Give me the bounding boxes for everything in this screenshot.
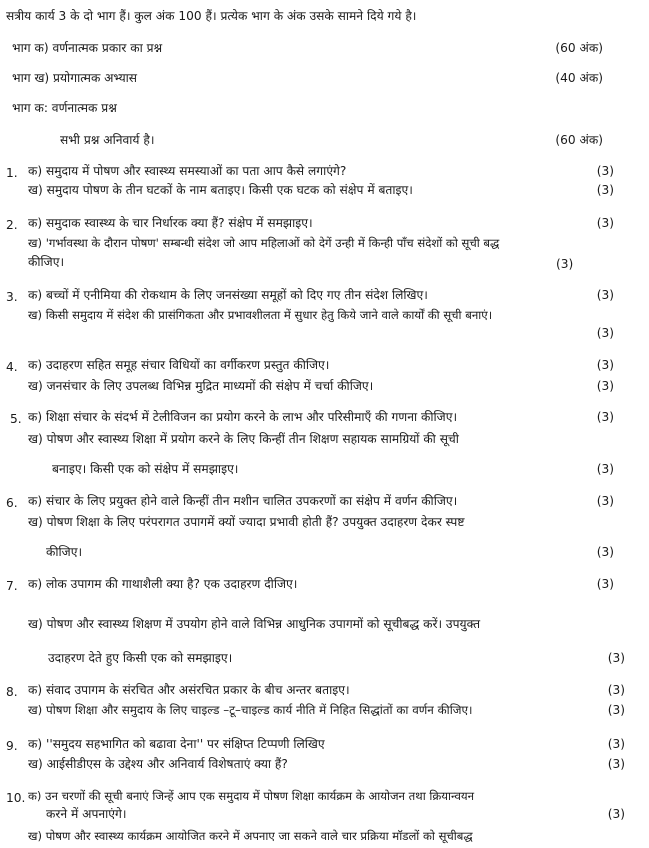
question-part-b: ख) 'गर्भावस्था के दौरान पोषण' सम्बन्धी संदेश जो आप महिलाओं को देगें उन्ही में किन्ही पाँच संदेशों को सूची बद्ध (28, 236, 500, 250)
question-part-a: क) संचार के लिए प्रयुक्त होने वाले किन्हीं तीन मशीन चालित उपकरणों का संक्षेप में वर्णन कीजिए। (28, 494, 458, 508)
question-part-b: ख) पोषण और स्वास्थ्य कार्यक्रम आयोजित करने में अपनाए जा सकने वाले चार प्रक्रिया मॉडलों को सूचीबद्ध (28, 829, 473, 843)
marks: (3) (596, 577, 614, 591)
marks: (3) (596, 183, 614, 197)
question-part-b: ख) जनसंचार के लिए उपलब्ध विभिन्न मुद्रित माध्यमों की संक्षेप में चर्चा कीजिए। (28, 379, 374, 393)
question-part-a-cont: करने में अपनाएंगे। (46, 807, 127, 821)
all-compulsory-marks: (60 अंक) (555, 133, 603, 147)
question-number: 8. (6, 685, 18, 699)
marks: (3) (596, 288, 614, 302)
question-part-a: क) बच्चों में एनीमिया की रोकथाम के लिए जनसंख्या समूहों को दिए गए तीन संदेश लिखिए। (28, 288, 428, 302)
part-a-label: भाग क) वर्णनात्मक प्रकार का प्रश्न (12, 41, 163, 55)
question-part-a: क) उदाहरण सहित समूह संचार विधियों का वर्गीकरण प्रस्तुत कीजिए। (28, 358, 330, 372)
question-number: 6. (6, 496, 18, 510)
question-part-b-cont: उदाहरण देते हुए किसी एक को समझाइए। (48, 651, 233, 665)
question-number: 3. (6, 290, 18, 304)
question-part-a: क) शिक्षा संचार के संदर्भ में टेलीविजन का प्रयोग करने के लाभ और परिसीमाएँ की गणना कीजिए। (28, 410, 458, 424)
marks: (3) (596, 410, 614, 424)
question-number: 9. (6, 739, 18, 753)
question-part-a: क) लोक उपागम की गाथाशैली क्या है? एक उदाहरण दीजिए। (28, 577, 298, 591)
marks: (3) (596, 358, 614, 372)
marks: (3) (596, 379, 614, 393)
question-number: 7. (6, 579, 18, 593)
marks: (3) (607, 703, 625, 717)
marks: (3) (596, 216, 614, 230)
marks: (3) (607, 651, 625, 665)
marks: (3) (596, 326, 614, 340)
question-part-b: ख) पोषण शिक्षा के लिए परंपरागत उपागमें क्यों ज्यादा प्रभावी होती हैं? उपयुक्त उदाहरण देकर स्पष्ट (28, 515, 465, 529)
marks: (3) (556, 257, 574, 271)
question-number: 4. (6, 360, 18, 374)
marks: (3) (596, 462, 614, 476)
marks: (3) (607, 683, 625, 697)
part-a-marks: (60 अंक) (555, 41, 603, 55)
question-part-b-cont: कीजिए। (46, 545, 83, 559)
question-number: 5. (10, 412, 22, 426)
question-part-a: क) समुदाक स्वास्थ्य के चार निर्धारक क्या हैं? संक्षेप में समझाइए। (28, 216, 313, 230)
question-part-b: ख) किसी समुदाय में संदेश की प्रासंगिकता और प्रभावशीलता में सुधार हेतु किये जाने वाले कार्यों की सूची बनाएं। (28, 308, 493, 322)
question-part-a: क) ''समुदय सहभागित को बढावा देना'' पर संक्षिप्त टिप्पणी लिखिए (28, 737, 325, 751)
question-number: 10. (6, 791, 26, 805)
all-compulsory-text: सभी प्रश्न अनिवार्य है। (60, 133, 155, 147)
question-part-b-cont: कीजिए। (28, 255, 65, 269)
question-part-b-cont: बनाइए। किसी एक को संक्षेप में समझाइए। (52, 462, 239, 476)
marks: (3) (607, 757, 625, 771)
marks: (3) (596, 164, 614, 178)
question-part-a: क) संवाद उपागम के संरचित और असंरचित प्रकार के बीच अन्तर बताइए। (28, 683, 350, 697)
question-part-a: क) समुदाय में पोषण और स्वास्थ्य समस्याओं का पता आप कैसे लगाएंगे? (28, 164, 347, 178)
question-number: 2. (6, 218, 18, 232)
question-part-b: ख) पोषण और स्वास्थ्य शिक्षण में उपयोग होने वाले विभिन्न आधुनिक उपागमों को सूचीबद्ध करें। उपयुक्त (28, 617, 481, 631)
question-part-b: ख) समुदाय पोषण के तीन घटकों के नाम बताइए। किसी एक घटक को संक्षेप में बताइए। (28, 183, 413, 197)
part-a-heading: भाग क: वर्णनात्मक प्रश्न (12, 101, 117, 115)
question-number: 1. (6, 166, 18, 180)
intro-text: सत्रीय कार्य 3 के दो भाग हैं। कुल अंक 100 हैं। प्रत्येक भाग के अंक उसके सामने दिये गये है। (6, 9, 417, 23)
question-part-b: ख) पोषण और स्वास्थ्य शिक्षा में प्रयोग करने के लिए किन्हीं तीन शिक्षण सहायक सामग्रियों की सूची (28, 432, 459, 446)
marks: (3) (607, 737, 625, 751)
part-b-marks: (40 अंक) (555, 71, 603, 85)
question-part-a: क) उन चरणों की सूची बनाएं जिन्हें आप एक समुदाय में पोषण शिक्षा कार्यक्रम के आयोजन तथा क्रियान्वयन (28, 789, 475, 803)
part-b-label: भाग ख) प्रयोगात्मक अभ्यास (12, 71, 138, 85)
marks: (3) (607, 807, 625, 821)
question-part-b: ख) पोषण शिक्षा और समुदाय के लिए चाइल्ड –टू–चाइल्ड कार्य नीति में निहित सिद्धांतों का वर्णन कीजिए। (28, 703, 473, 717)
marks: (3) (596, 545, 614, 559)
question-part-b: ख) आईसीडीएस के उद्देश्य और अनिवार्य विशेषताएं क्या हैं? (28, 757, 288, 771)
marks: (3) (596, 494, 614, 508)
